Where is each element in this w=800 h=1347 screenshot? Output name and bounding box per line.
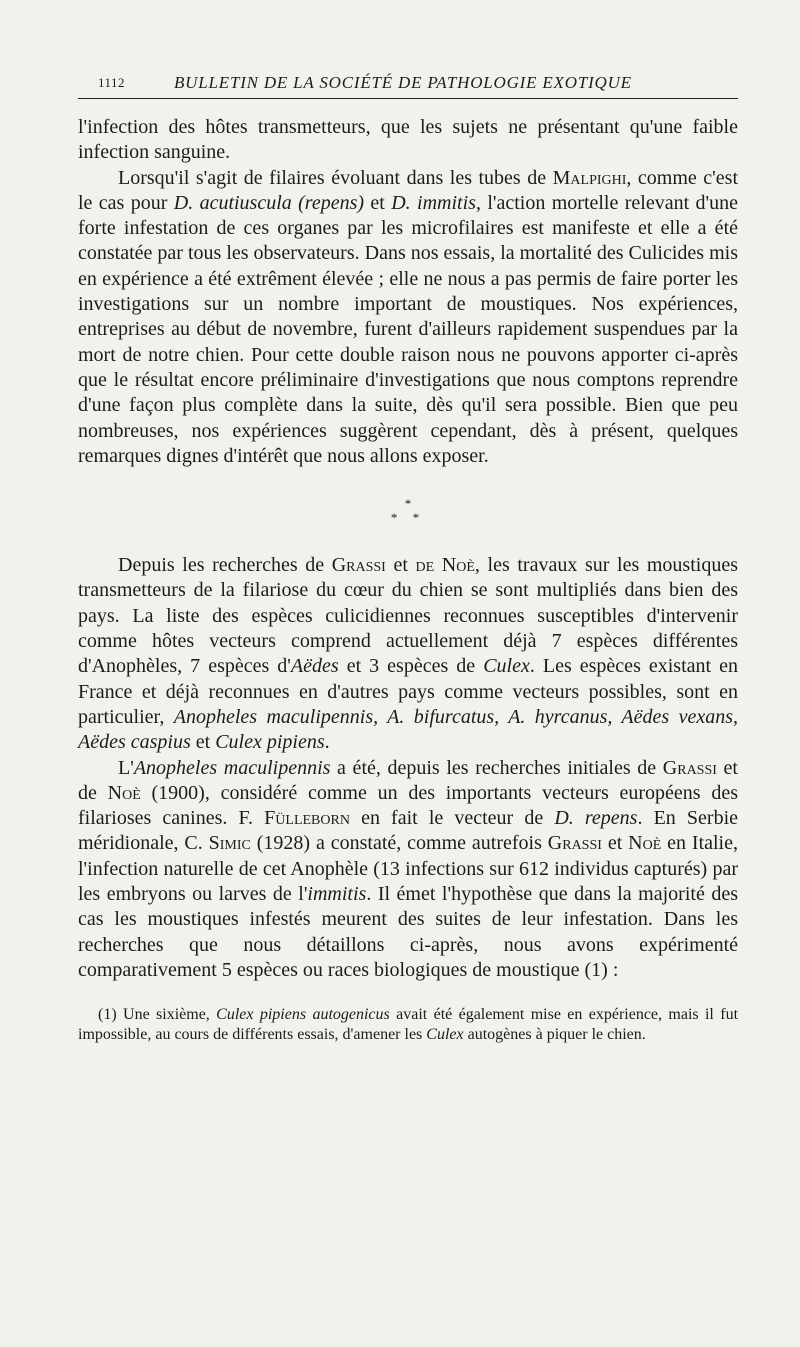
text-span: avait été également mise en expérience, mais il fut impossible, au cours de différents essais, d'amener les [78,1006,739,1044]
text-span: L' [118,756,134,779]
species-name: D. immitis [391,191,476,214]
species-name: Anopheles maculipennis [133,756,331,779]
text-span: . Il émet l'hypothèse que dans la majorité des cas les moustiques infestés meurent des suites de leur infestation. Dans les recherches que nous détaillons ci-après, nous avons expérimenté comparativement 5 espèces ou races biologiques de moustique (1) : [78,883,738,981]
asterism-top: * [404,496,412,512]
text-span: Lorsqu'il s'agit de filaires évoluant dans les tubes de [118,166,553,189]
species-name: Culex pipiens autogenicus [216,1006,390,1024]
text-span: . [324,731,330,754]
author-name: Grassi [331,554,386,577]
text-span: en fait le vecteur de [349,807,555,830]
species-name: immitis [307,883,367,906]
species-name: D. acutiuscula (repens) [173,191,365,214]
paragraph-3 [78,553,738,755]
species-list: Anopheles maculipennis, A. bifurcatus, A. hyrcanus, Aëdes vexans, Aëdes caspius [78,705,738,754]
text-span: . En Serbie méridionale, C. [78,807,739,855]
text-span: et [190,731,216,754]
page [78,70,738,1061]
text-span: , les travaux sur les moustiques transmetteurs de la filariose du cœur du chien se sont multipliés dans bien des pays. La liste des espèces culicidiennes reconnues susceptibles d'intervenir comme hôtes vecteurs comprend actuellement déjà 7 espèces différentes d'Anophèles, 7 espèces d' [78,554,738,678]
genus-name: Aëdes [290,655,339,678]
author-name: Noè [107,781,141,804]
genus-name: Culex [426,1026,464,1044]
species-name: D. repens [554,807,638,830]
text-span: et [364,191,392,214]
text-span: et [385,554,416,577]
asterism-bottom: * * [390,510,426,526]
author-name: Grassi [662,756,717,779]
text-span: (1) Une sixième, [98,1006,217,1024]
text-span: et [601,832,629,855]
paragraph-1: l'infection des hôtes transmetteurs, que les sujets ne présentant qu'une faible infection sanguine. [78,116,738,164]
author-name: Noè [628,832,662,855]
footnote [78,1005,738,1045]
author-name: Simic [208,832,251,855]
text-span: a été, depuis les recherches initiales de [330,756,663,779]
paragraph-2 [78,166,738,470]
running-title: BULLETIN DE LA SOCIÉTÉ DE PATHOLOGIE EXOTIQUE [174,73,632,92]
text-span: (1928) a constaté, comme autrefois [250,832,548,855]
text-span: en Italie, l'infection naturelle de cet Anophèle (13 infections sur 612 individus capturés) par les embryons ou larves de l' [78,832,738,906]
text-span: , comme c'est le cas pour [78,166,738,214]
author-name: de Noè [415,554,475,577]
paragraph-4 [78,756,738,984]
author-name: Fülleborn [264,807,350,830]
text-span: , l'action mortelle relevant d'une forte infestation de ces organes par les microfilaires est manifeste et elle a été constatée par tous les observateurs. Dans nos essais, la mortalité des Culicides mis en expérience a été extrêment élevée ; elle ne nous a pas permis de faire porter les investigations sur un nombre important de moustiques. Nos expériences, entreprises au début de novembre, furent d'ailleurs rapidement suspendues par la mort de notre chien. Pour cette double raison nous ne pouvons apporter ci-après que le résultat encore préliminaire d'investigations que nous comptons reprendre d'une façon plus complète dans la suite, dès qu'il sera possible. Bien que peu nombreuses, nos expériences suggèrent cependant, dès à présent, quelques remarques dignes d'intérêt que nous allons exposer. [78,191,738,467]
text-span: autogènes à piquer le chien. [463,1026,646,1044]
text-span: (1900), considéré comme un des importants vecteurs européens des filarioses canines. F. [78,781,738,830]
section-separator [78,483,738,553]
text-span: et 3 espèces de [338,655,484,678]
genus-name: Culex [483,655,530,678]
body-text [78,115,738,983]
page-number: 1112 [98,75,126,90]
text-span: . Les espèces existant en France et déjà reconnues en d'autres pays comme vecteurs possibles, sont en particulier, [78,655,738,728]
species-name: Culex pipiens [215,731,325,754]
author-name: Grassi [547,832,602,855]
author-name: Malpighi [552,166,627,189]
page-header [78,70,738,99]
text-span: et de [78,756,738,804]
text-span: Depuis les recherches de [118,554,332,577]
